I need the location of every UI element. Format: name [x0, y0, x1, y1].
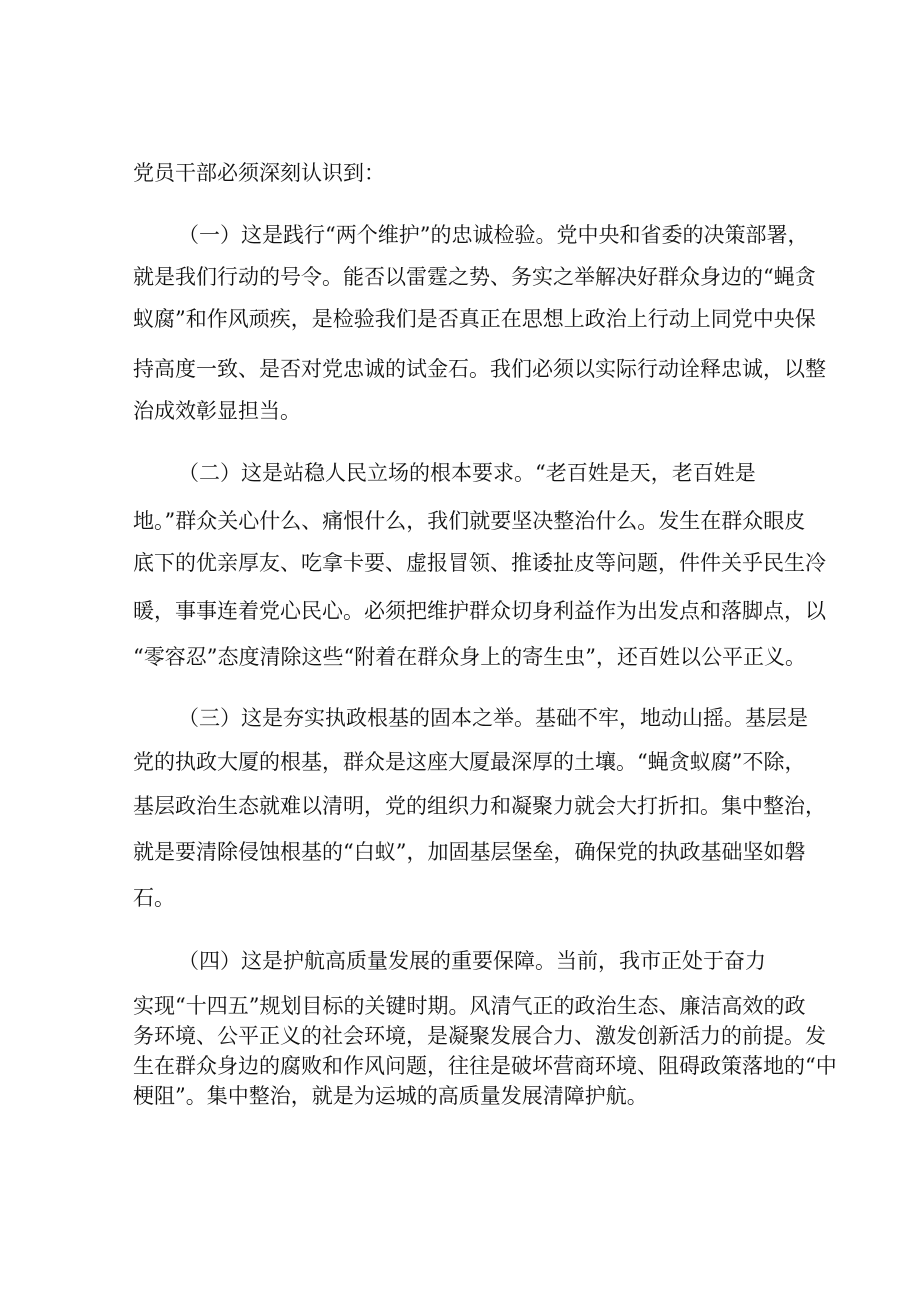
section-3-line-4: 就是要清除侵蚀根基的“白蚁”，加固基层堡垒，确保党的执政基础坚如磐: [133, 840, 806, 864]
section-4-line-2: 实现“十四五”规划目标的关键时期。风清气正的政治生态、廉洁高效的政: [133, 994, 806, 1018]
section-3-line-5: 石。: [133, 886, 175, 910]
section-2-line-3: 底下的优亲厚友、吃拿卡要、虚报冒领、推诿扯皮等问题，件件关乎民生冷: [133, 551, 826, 575]
section-1-line-3: 蚁腐”和作风顽疾，是检验我们是否真正在思想上政治上行动上同党中央保: [133, 307, 816, 331]
section-1-line-5: 治成效彰显担当。: [133, 399, 301, 423]
section-4-line-3: 务环境、公平正义的社会环境，是凝聚发展合力、激发创新活力的前提。发: [133, 1024, 826, 1048]
section-4-line-5: 梗阻”。集中整治，就是为运城的高质量发展清障护航。: [133, 1084, 648, 1108]
section-2-line-5: “零容忍”态度清除这些“附着在群众身上的寄生虫”，还百姓以公平正义。: [133, 645, 806, 669]
section-4-line-4: 生在群众身边的腐败和作风问题，往往是破坏营商环境、阻碍政策落地的“中: [133, 1054, 837, 1078]
section-1-line-2: 就是我们行动的号令。能否以雷霆之势、务实之举解决好群众身边的“蝇贪: [133, 265, 816, 289]
section-1-line-4: 持高度一致、是否对党忠诚的试金石。我们必须以实际行动诠释忠诚，以整: [133, 357, 826, 381]
section-3-line-3: 基层政治生态就难以清明，党的组织力和凝聚力就会大打折扣。集中整治，: [133, 794, 826, 818]
section-3-line-2: 党的执政大厦的根基，群众是这座大厦最深厚的土壤。“蝇贪蚁腐”不除，: [133, 750, 806, 774]
section-4-line-1: （四）这是护航高质量发展的重要保障。当前，我市正处于奋力: [178, 949, 766, 973]
section-2-line-2: 地。”群众关心什么、痛恨什么，我们就要坚决整治什么。发生在群众眼皮: [133, 509, 806, 533]
section-2-line-1: （二）这是站稳人民立场的根本要求。“老百姓是天，老百姓是: [178, 461, 756, 485]
intro-text: 党员干部必须深刻认识到：: [133, 161, 385, 185]
section-3-line-1: （三）这是夯实执政根基的固本之举。基础不牢，地动山摇。基层是: [178, 706, 808, 730]
section-1-line-1: （一）这是践行“两个维护”的忠诚检验。党中央和省委的决策部署，: [178, 223, 809, 247]
section-2-line-4: 暖，事事连着党心民心。必须把维护群众切身利益作为出发点和落脚点，以: [133, 599, 826, 623]
